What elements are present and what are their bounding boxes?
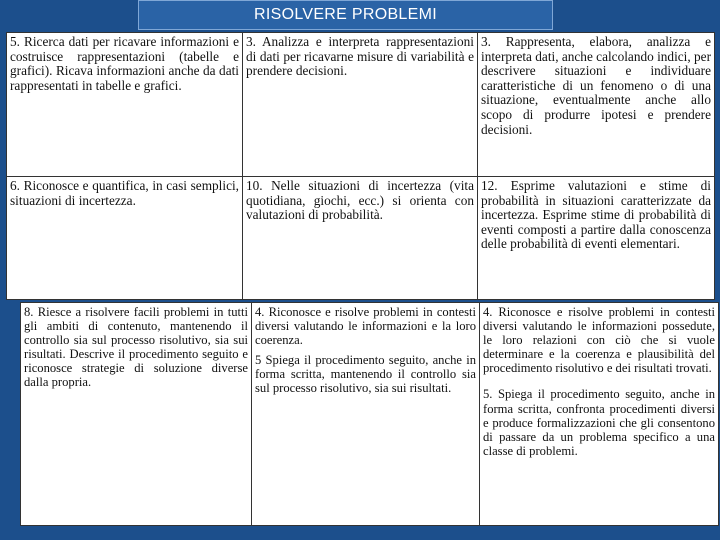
cell-text: 3. Analizza e interpreta rappresentazioni di dati per ricavarne misure di variabilità e prendere decisioni. <box>246 34 474 79</box>
cell-text: 3. Rappresenta, elabora, analizza e interpreta dati, anche calcolando indici, per descrivere situazioni e individuare caratteristiche di un fenomeno o di una situazione, eventualmente anche allo scopo di produrre ipotesi e prendere decisioni. <box>481 34 712 137</box>
table-cell <box>7 33 243 177</box>
table-row <box>7 33 715 177</box>
table-cell <box>21 303 252 526</box>
cell-text: 6. Riconosce e quantifica, in casi semplici, situazioni di incertezza. <box>10 178 239 208</box>
competency-table-bottom <box>20 302 719 526</box>
cell-text: 8. Riesce a risolvere facili problemi in tutti gli ambiti di contenuto, mantenendo il controllo sia sul processo risolutivo, sia sui risultati. Descrive il procedimento seguito e riconosce strategie di soluzione diverse dalla propria. <box>24 305 248 390</box>
table-cell <box>243 33 478 177</box>
cell-text: 5. Spiega il procedimento seguito, anche in forma scritta, confronta procedimenti diversi e produce formalizzazioni che gli consentono di passare da un problema specifico a una classe di problemi. <box>483 387 715 458</box>
cell-text: 10. Nelle situazioni di incertezza (vita quotidiana, giochi, ecc.) si orienta con valutazioni di probabilità. <box>246 178 474 223</box>
table-row <box>21 303 719 526</box>
competency-table-top <box>6 32 715 300</box>
table-cell <box>252 303 480 526</box>
cell-text: 4. Riconosce e risolve problemi in contesti diversi valutando le informazioni possedute, le loro relazioni con ciò che si vuole determinare e la coerenza e plausibilità del procedimento risolutivo e dei risultati trovati. <box>483 305 715 376</box>
background-strip <box>0 300 20 540</box>
table-row <box>7 177 715 300</box>
table-cell <box>243 177 478 300</box>
table-cell <box>478 33 715 177</box>
slide-title: RISOLVERE PROBLEMI <box>138 0 553 30</box>
cell-text: 4. Riconosce e risolve problemi in contesti diversi valutando le informazioni e la loro coerenza. <box>255 305 476 348</box>
cell-text: 5 Spiega il procedimento seguito, anche in forma scritta, mantenendo il controllo sia sul processo risolutivo, sia sui risultati. <box>255 353 476 396</box>
table-cell <box>480 303 719 526</box>
table-cell <box>478 177 715 300</box>
table-cell <box>7 177 243 300</box>
cell-text: 5. Ricerca dati per ricavare informazioni e costruisce rappresentazioni (tabelle e grafici). Ricava informazioni anche da dati rappresentati in tabelle e grafici. <box>10 34 239 93</box>
cell-text: 12. Esprime valutazioni e stime di probabilità in situazioni caratterizzate da incertezza. Esprime stime di probabilità di eventi composti a partire dalla conoscenza delle probabilità di eventi elementari. <box>481 178 711 252</box>
